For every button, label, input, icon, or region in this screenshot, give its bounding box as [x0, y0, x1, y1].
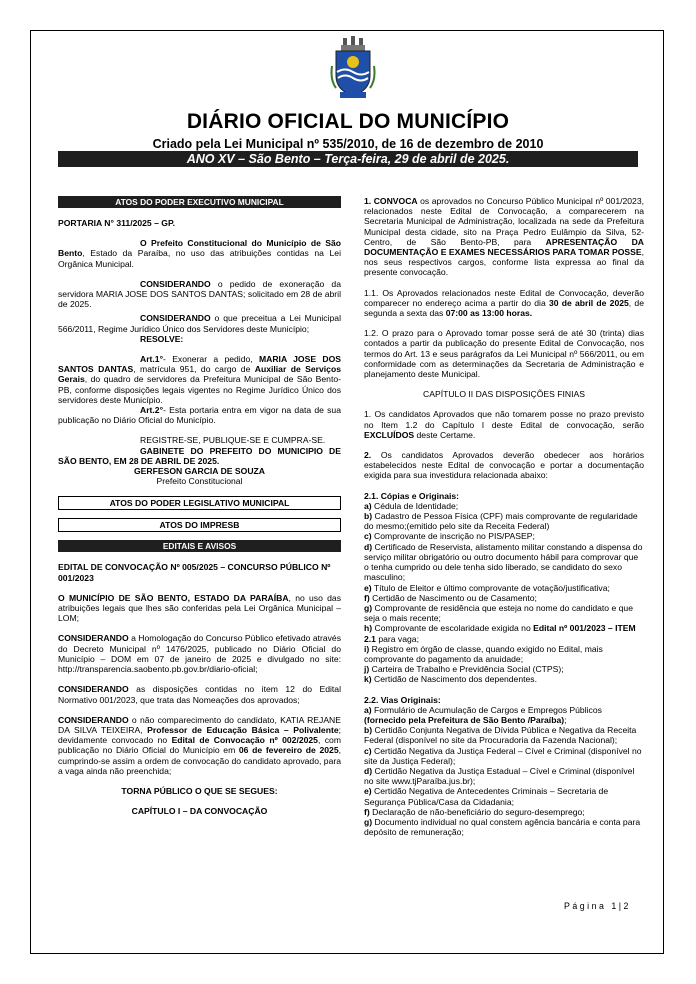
item-1-convoca: 1. CONVOCA os aprovados no Concurso Público Municipal nº 001/2023, relacionados neste Edital de Convocação, a comparecerem na Secretaria Municipal de Administração, localizada na sede da Prefeitura Municipal desta cidade, sito na Praça Pedro Eulâmpio da Silva, 52- Centro, de São Bento-PB, para APRESENTAÇÃO DA DOCUMENTAÇÃO E EXAMES NECESSÁRIOS PARA TOMAR POSSE, nos seus respectivos cargos, conforme lista expressa ao final da presente convocação.: [364, 196, 644, 278]
journal-subtitle: Criado pela Lei Municipal nº 535/2010, de 16 de dezembro de 2010: [152, 137, 544, 151]
capitulo-2-heading: CAPÍTULO II DAS DISPOSIÇÕES FINIAS: [423, 389, 585, 400]
vias-heading: 2.2. Vias Originais:: [364, 694, 441, 705]
section-editais: EDITAIS E AVISOS: [58, 540, 341, 552]
left-column: [58, 196, 341, 816]
municipal-crest-icon: [330, 36, 376, 100]
portaria-considerando-2: CONSIDERANDO o que preceitua a Lei Municipal 566/2011, Regime Jurídico Único dos Servidores deste Município;: [58, 313, 341, 334]
edital-considerando-1: CONSIDERANDO a Homologação do Concurso Público efetivado através do Decreto Municipal nº 1476/2025, publicado no Diário Oficial do Município – DOM em 07 de janeiro de 2025 e divulgado no site: http://transparencia.saobento.pb.gov.br/diario-oficial;: [58, 633, 341, 675]
list-item: a) Formulário de Acumulação de Cargos e Empregos Públicos (fornecido pela Prefeitura de São Bento /Paraíba);: [364, 704, 602, 725]
capitulo-1-heading: CAPÍTULO I – DA CONVOCAÇÃO: [131, 806, 268, 817]
portaria-preamble: O Prefeito Constitucional do Município de São Bento, Estado da Paraíba, no uso das atribuições contidas na Lei Orgânica Municipal.: [58, 238, 341, 269]
list-item: i) Registro em órgão de classe, quando exigido no Edital, mais comprovante do pagamento da anuidade;: [364, 643, 603, 664]
copias-list: [364, 501, 644, 623]
item-1-1: 1.1. Os Aprovados relacionados neste Edital de Convocação, deverão comparecer no endereço acima a partir do dia 30 de abril de 2025, de segunda a sexta das 07:00 as 13:00 horas.: [364, 287, 644, 319]
portaria-gabinete: GABINETE DO PREFEITO DO MUNICIPIO DE SÃO BENTO, EM 28 DE ABRIL DE 2025.: [58, 445, 341, 466]
list-item: g) Comprovante de residência que esteja no nome do candidato e que seja o mais recente;: [364, 602, 633, 624]
portaria-art1: Art.1°- Exonerar a pedido, MARIA JOSE DOS SANTOS DANTAS, matrícula 951, do cargo de Auxiliar de Serviços Gerais, do quadro de servidores da Prefeitura Municipal de São Bento-PB, conforme disposições legais vigentes no Regime Jurídico Único dos servidores deste Município.: [58, 354, 341, 405]
portaria-considerando-1: CONSIDERANDO o pedido de exoneração da servidora MARIA JOSE DOS SANTOS DANTAS; solicitado em 28 de abril de 2025.: [58, 278, 341, 310]
list-item: e) Certidão Negativa de Antecedentes Criminais – Secretaria de Segurança Pública/Casa da Cidadania;: [364, 786, 609, 807]
list-item: b) Certidão Conjunta Negativa de Dívida Pública e Negativa da Receita Federal (disponível no site da Procuradoria da Fazenda Nacional);: [364, 725, 637, 746]
section-legislativo: ATOS DO PODER LEGISLATIVO MUNICIPAL: [58, 496, 341, 510]
edital-considerando-2: CONSIDERANDO as disposições contidas no item 12 do Edital Normativo 001/2023, que trata das Nomeações dos aprovados;: [58, 684, 341, 705]
list-item: d) Certidão Negativa da Justiça Estadual – Cível e Criminal (disponível no site www.tjParaíba.jus.br);: [364, 765, 635, 787]
list-item: f) Certidão de Nascimento ou de Casamento;: [364, 592, 537, 603]
journal-title: DIÁRIO OFICIAL DO MUNICÍPIO: [186, 110, 510, 133]
portaria-resolve: RESOLVE:: [140, 333, 184, 344]
edition-bar: ANO XV – São Bento – Terça-feira, 29 de abril de 2025.: [58, 151, 638, 167]
portaria-number: PORTARIA N° 311/2025 – GP.: [58, 218, 175, 228]
section-executivo: ATOS DO PODER EXECUTIVO MUNICIPAL: [58, 196, 341, 208]
vias-list: [364, 725, 644, 837]
list-item: c) Certidão Negativa da Justiça Federal – Cível e Criminal (disponível no site da Justiça Federal);: [364, 745, 642, 766]
section-impresb: ATOS DO IMPRESB: [58, 518, 341, 532]
list-item: j) Carteira de Trabalho e Previdência Social (CTPS);: [364, 664, 564, 675]
list-item: d) Certificado de Reservista, alistamento militar constando a dispensa do serviço militar obrigatório ou outro documento hábil para comprovar que o tenha cumprido ou dele tenha sido liberado, se candidato do sexo masculino;: [364, 541, 643, 583]
signer-title: Prefeito Constitucional: [156, 476, 243, 487]
list-item: f) Declaração de não-beneficiário do seguro-desemprego;: [364, 806, 585, 817]
edital-considerando-3: CONSIDERANDO o não comparecimento do candidato, KATIA REJANE DA SILVA TEIXEIRA, Professor de Educação Básica – Polivalente; devidamente convocado no Edital de Convocação nº 002/2025, com publicação no Diário Oficial do Município em 06 de fevereiro de 2025, cumprindo-se assim a ordem de convocação do candidato aprovado, para a vaga ainda não preenchida;: [58, 714, 342, 776]
list-item: c) Comprovante de inscrição no PIS/PASEP;: [364, 531, 535, 542]
torna-publico: TORNA PÚBLICO O QUE SE SEGUES:: [121, 785, 278, 796]
list-item: e) Título de Eleitor e último comprovante de votação/justificativa;: [364, 582, 610, 593]
copias-heading: 2.1. Cópias e Originais:: [364, 490, 460, 501]
portaria-art2: Art.2°- Esta portaria entra em vigor na data de sua publicação no Diário Oficial do Município.: [58, 405, 341, 426]
right-column: [364, 196, 644, 837]
list-item: h) Comprovante de escolaridade exigida no Edital nº 001/2023 – ITEM 2.1 para vaga;: [364, 623, 636, 644]
list-item: a) Cédula de Identidade;: [364, 500, 459, 511]
item-1-2: 1.2. O prazo para o Aprovado tomar posse será de até 30 (trinta) dias contados a partir da publicação do presente Edital de Convocação, nos termos do Art. 13 e seus parágrafos da Lei Municipal nº 566/2011, ou em conformidade com as determinações da Secretaria de Administração e planejamento deste Municipal.: [364, 328, 644, 380]
edital-preamble: O MUNICÍPIO DE SÃO BENTO, ESTADO DA PARAÍBA, no uso das atribuições legais que lhes são conferidas pela Lei Orgânica Municipal – LOM;: [58, 592, 341, 624]
signer-name: GERFESON GARCIA DE SOUZA: [134, 466, 265, 477]
list-item: g) Documento individual no qual constem agência bancária e conta para depósito de remuneração;: [364, 816, 641, 838]
disposicao-2: 2. Os candidatos Aprovados deverão obedecer aos horários estabelecidos neste Edital de convocação e portar a documentação exigida para sua investidura relacionada abaixo:: [364, 450, 644, 481]
copias-list-2: [364, 644, 644, 685]
page-number: Página 1|2: [564, 901, 631, 911]
disposicao-1: 1. Os candidatos Aprovados que não tomarem posse no prazo previsto no Item 1.2 do Capítulo I deste Edital de convocação, serão EXCLUÍDOS deste Certame.: [364, 409, 644, 440]
list-item: k) Certidão de Nascimento dos dependentes.: [364, 674, 537, 685]
edital-title: EDITAL DE CONVOCAÇÃO Nº 005/2025 – CONCURSO PÚBLICO Nº 001/2023: [58, 562, 331, 583]
portaria-registre: REGISTRE-SE, PUBLIQUE-SE E CUMPRA-SE.: [140, 435, 326, 446]
list-item: b) Cadastro de Pessoa Física (CPF) mais comprovante de regularidade do mesmo;(emitido pelo site da Receita Federal): [364, 511, 638, 532]
